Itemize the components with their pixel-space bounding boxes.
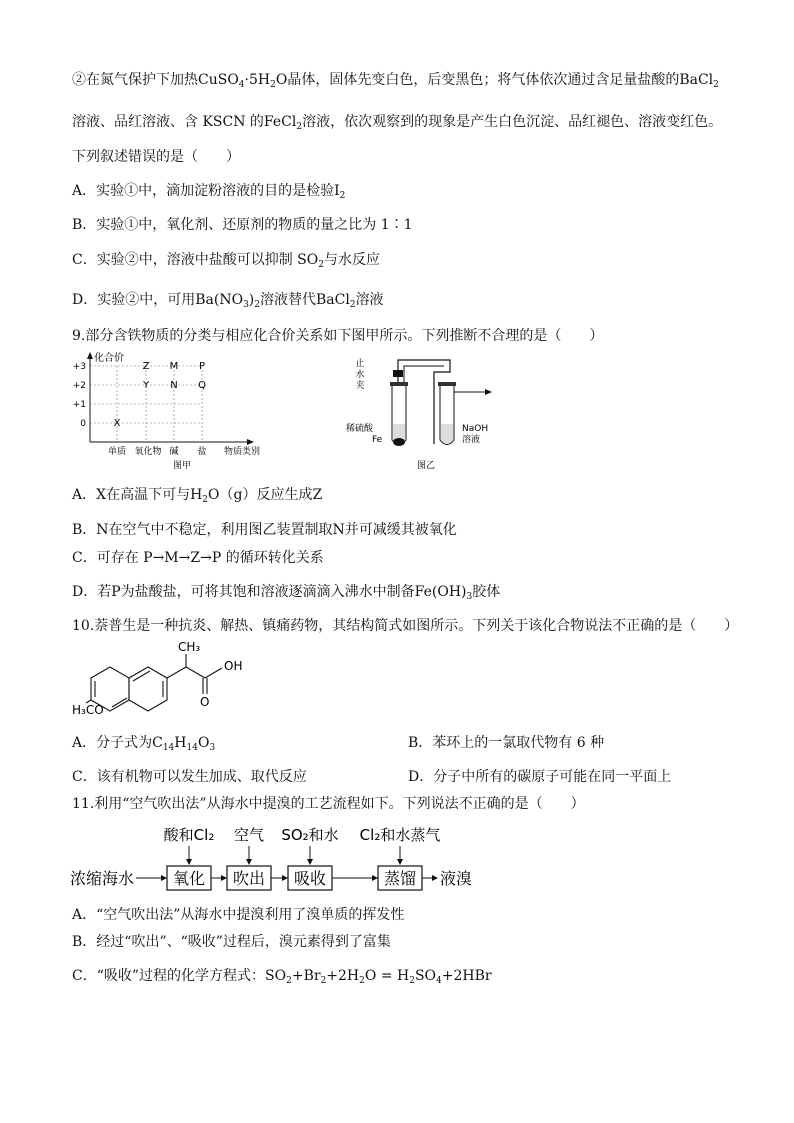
text: H	[174, 735, 187, 751]
text: A．实验①中，滴加淀粉溶液的目的是检验I	[72, 183, 340, 199]
subscript: 2	[409, 976, 415, 986]
arrow-down-icon	[186, 859, 192, 865]
point-label-z: Z	[142, 361, 150, 372]
x-category-label: 单质	[107, 447, 127, 457]
subscript: 14	[186, 743, 198, 753]
x-category-label: 氧化物	[134, 447, 162, 457]
arrow-right-icon	[432, 875, 438, 881]
y-tick-label: +3	[72, 362, 86, 372]
point-label-x: X	[113, 418, 121, 429]
text: ②在氮气保护下加热CuSO	[72, 72, 239, 88]
subscript: 2	[320, 976, 327, 986]
q10-option-c: C．该有机物可以发生加成、取代反应	[72, 769, 307, 785]
q8-line2	[72, 112, 722, 132]
q11-stem: 11.利用“空气吹出法”从海水中提溴的工艺流程如下。下列说法不正确的是（ ）	[72, 796, 585, 812]
benzene-ring-right	[129, 667, 167, 711]
liquid-right	[441, 424, 453, 444]
figure-yi	[346, 352, 498, 472]
subscript: 2	[270, 80, 276, 90]
text: O	[197, 735, 210, 751]
label-dilute-acid: 稀硫酸	[346, 424, 374, 434]
label-naoh: NaOH	[462, 424, 489, 434]
label-fe: Fe	[372, 435, 383, 445]
connecting-tube-inner	[404, 366, 444, 384]
text: 与水反应	[323, 252, 380, 268]
double-bond	[133, 671, 150, 681]
text: SO	[414, 968, 437, 984]
q8-option-c	[72, 250, 380, 270]
arrow-right-icon	[221, 875, 227, 881]
subscript: 2	[349, 300, 356, 310]
y-tick-label: +2	[72, 381, 86, 391]
q8-option-d	[72, 290, 384, 310]
point-label-n: N	[170, 380, 178, 391]
text: )	[248, 292, 255, 308]
x-category-label: 碱	[169, 447, 179, 457]
naproxen-structure	[72, 640, 282, 720]
text: +Br	[291, 968, 321, 984]
x-axis-label: 物质类别	[223, 447, 261, 457]
arrow-down-icon	[307, 859, 313, 865]
q11-option-a: A．“空气吹出法”从海水中提溴利用了溴单质的挥发性	[72, 907, 405, 923]
subscript: 4	[436, 976, 442, 986]
q10-option-a	[72, 733, 215, 753]
subscript: 2	[713, 80, 719, 90]
bond-oh	[205, 668, 222, 678]
subscript: 3	[209, 743, 216, 753]
arrow-right-icon	[282, 875, 288, 881]
point-label-y: Y	[142, 380, 150, 391]
arrow-down-icon	[246, 859, 252, 865]
label-ch3: CH₃	[178, 640, 201, 654]
subscript: 4	[238, 80, 245, 90]
q9-option-d	[72, 582, 500, 602]
clamp-label: 水	[355, 370, 365, 380]
text: 溶液替代BaCl	[260, 292, 350, 308]
subscript: 2	[359, 976, 365, 986]
input-acid-cl2: 酸和Cl₂	[163, 826, 215, 844]
stopper	[390, 382, 408, 386]
flow-end: 液溴	[440, 869, 473, 888]
text: D．若P为盐酸盐，可将其饱和溶液逐滴滴入沸水中制备Fe(OH)	[72, 584, 467, 600]
figure-caption: 图甲	[172, 461, 192, 471]
y-tick-label: 0	[80, 419, 86, 429]
text: D．实验②中，可用Ba(NO	[72, 292, 244, 308]
label-oh: OH	[224, 659, 243, 673]
step-label: 蒸馏	[383, 869, 417, 888]
text: 胶体	[472, 584, 501, 600]
y-axis-arrow-icon	[87, 352, 93, 359]
subscript: 14	[162, 743, 175, 753]
text: C．“吸收”过程的化学方程式：SO	[72, 968, 287, 984]
q9-stem: 9.部分含铁物质的分类与相应化合价关系如下图甲所示。下列推断不合理的是（ ）	[72, 328, 604, 344]
q10-stem: 10.萘普生是一种抗炎、解热、镇痛药物，其结构简式如图所示。下列关于该化合物说法不正确的是（ ）	[72, 618, 739, 634]
text: +2H	[326, 968, 360, 984]
subscript: 2	[318, 260, 324, 270]
clamp-label: 夹	[355, 381, 365, 391]
clamp-label: 止	[355, 359, 365, 369]
iron-solid	[393, 438, 405, 446]
subscript: 2	[286, 976, 292, 986]
arrow-right-icon	[372, 875, 378, 881]
text: 溶液	[355, 292, 384, 308]
q11-option-b: B．经过“吹出”、“吸收”过程后，溴元素得到了富集	[72, 934, 391, 950]
subscript: 3	[243, 300, 249, 310]
label-meo: H₃CO	[72, 703, 104, 717]
q11-option-c	[72, 966, 492, 986]
subscript: 2	[202, 495, 209, 505]
text: C．实验②中，溶液中盐酸可以抑制 SO	[72, 252, 319, 268]
q10-option-b: B．苯环上的一氯取代物有 6 种	[408, 735, 605, 751]
input-air: 空气	[233, 826, 265, 844]
text: A．分子式为C	[72, 735, 163, 751]
step-label: 吸收	[293, 869, 327, 888]
y-axis-label: 化合价	[94, 353, 124, 364]
text: A．X在高温下可与H	[72, 487, 203, 503]
subscript: 2	[339, 191, 346, 201]
outlet-arrow-icon	[485, 389, 492, 395]
text: O晶体，固体先变白色，后变黑色；将气体依次通过含足量盐酸的BaCl	[275, 72, 714, 88]
step-label: 氧化	[172, 869, 206, 888]
bond	[186, 667, 205, 678]
subscript: 2	[296, 122, 303, 132]
text: +2HBr	[441, 968, 492, 984]
input-so2-water: SO₂和水	[281, 826, 339, 844]
q8-line1	[72, 70, 719, 90]
x-category-label: 盐	[197, 447, 207, 457]
point-label-p: P	[198, 361, 206, 372]
figure-caption: 图乙	[416, 461, 436, 471]
q10-option-d: D．分子中所有的碳原子可能在同一平面上	[408, 769, 672, 785]
label-solution: 溶液	[462, 435, 481, 445]
stopper	[438, 382, 456, 386]
clamp-icon	[393, 370, 403, 377]
bromine-process-flow	[70, 820, 490, 896]
text: 溶液，依次观察到的现象是产生白色沉淀、品红褪色、溶液变红色。	[302, 114, 723, 130]
arrow-down-icon	[397, 859, 403, 865]
q8-stem: 下列叙述错误的是（ ）	[72, 149, 240, 165]
q9-option-a	[72, 485, 322, 505]
point-label-m: M	[169, 361, 179, 372]
text: O（g）反应生成Z	[208, 487, 323, 503]
x-axis-arrow-icon	[247, 439, 254, 445]
q8-option-a	[72, 181, 345, 201]
subscript: 2	[254, 300, 260, 310]
bond	[167, 667, 186, 678]
flow-start: 浓缩海水	[70, 869, 135, 888]
arrow-right-icon	[161, 875, 167, 881]
label-o: O	[200, 695, 210, 709]
text: O = H	[364, 968, 410, 984]
text: 溶液、品红溶液、含 KSCN 的FeCl	[72, 114, 297, 130]
subscript: 3	[466, 592, 473, 602]
step-label: 吹出	[232, 869, 266, 888]
input-cl2-steam: Cl₂和水蒸气	[359, 826, 441, 844]
q9-option-c: C．可存在 P→M→Z→P 的循环转化关系	[72, 550, 324, 566]
point-label-q: Q	[198, 380, 206, 391]
y-tick-label: +1	[72, 400, 86, 410]
q8-option-b: B．实验①中，氧化剂、还原剂的物质的量之比为 1∶1	[72, 217, 413, 233]
text: ·5H	[244, 72, 271, 88]
q9-option-b: B．N在空气中不稳定，利用图乙装置制取N并可减缓其被氧化	[72, 522, 457, 538]
figure-jia	[72, 350, 272, 472]
